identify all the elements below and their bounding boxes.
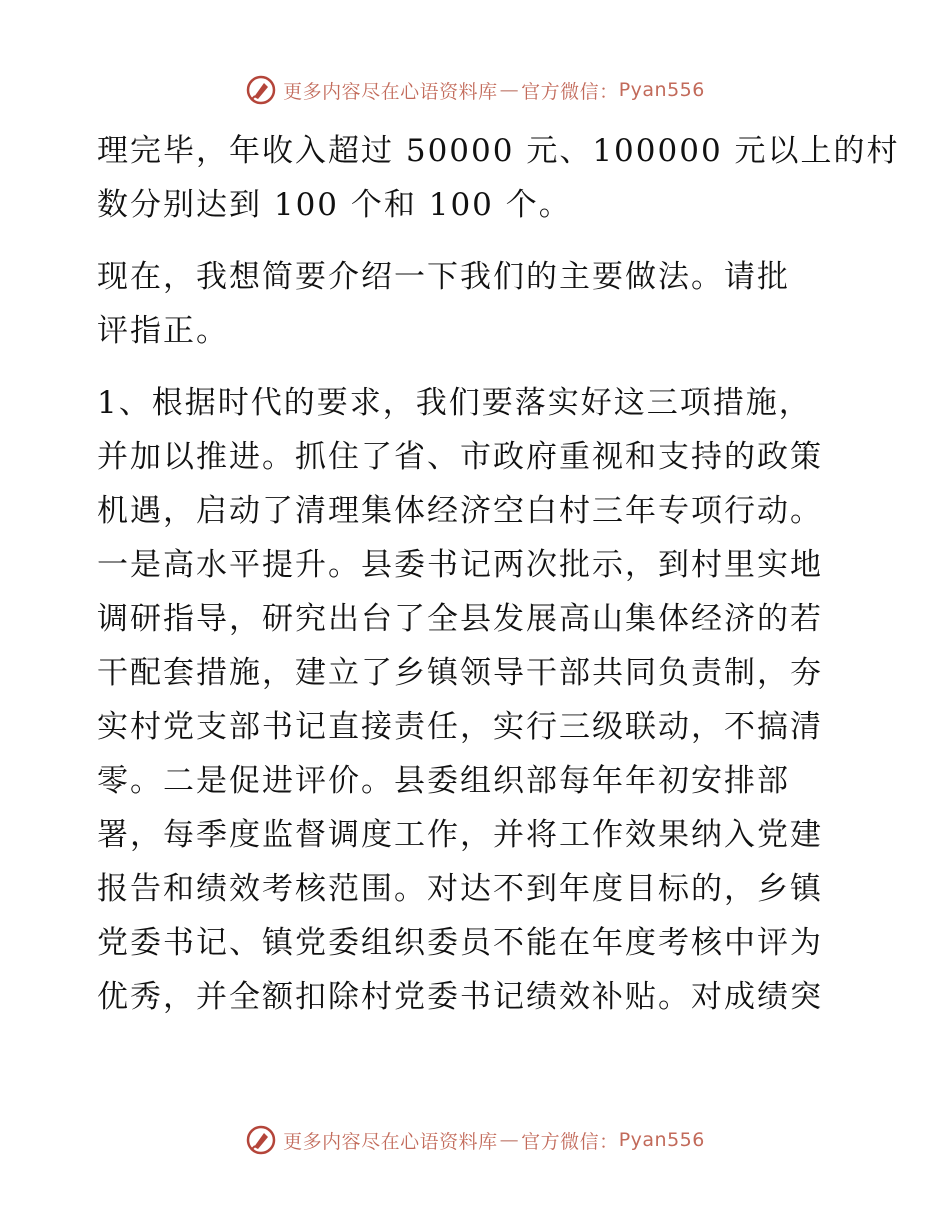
text-line: 1、根据时代的要求，我们要落实好这三项措施， bbox=[97, 385, 812, 421]
text-line: 并加以推进。抓住了省、市政府重视和支持的政策 bbox=[97, 439, 823, 475]
text-line: 一是高水平提升。县委书记两次批示，到村里实地 bbox=[97, 547, 823, 583]
watermark-wechat-id: Pyan556 bbox=[618, 1129, 705, 1151]
text-line: 报告和绩效考核范围。对达不到年度目标的，乡镇 bbox=[97, 871, 823, 907]
text-line: 机遇，启动了清理集体经济空白村三年专项行动。 bbox=[97, 493, 823, 529]
text-line: 党委书记、镇党委组织委员不能在年度考核中评为 bbox=[97, 925, 823, 961]
watermark-separator: — bbox=[499, 79, 520, 101]
text-line: 优秀，并全额扣除村党委书记绩效补贴。对成绩突 bbox=[97, 979, 823, 1015]
watermark-wechat-label: 官方微信： bbox=[521, 1130, 619, 1153]
text-line: 理完毕，年收入超过 50000 元、100000 元以上的村 bbox=[97, 133, 900, 169]
watermark-text: 更多内容尽在心语资料库 bbox=[283, 1130, 498, 1153]
paragraph bbox=[97, 124, 900, 232]
header-watermark bbox=[0, 70, 950, 110]
text-line: 实村党支部书记直接责任，实行三级联动，不搞清 bbox=[97, 709, 823, 745]
paragraph bbox=[97, 250, 857, 358]
footer-watermark bbox=[0, 1120, 950, 1160]
document-body bbox=[97, 124, 900, 1024]
pen-nib-icon bbox=[245, 1124, 277, 1156]
text-line: 现在，我想简要介绍一下我们的主要做法。请批 bbox=[97, 259, 790, 295]
text-line: 干配套措施，建立了乡镇领导干部共同负责制，夯 bbox=[97, 655, 823, 691]
text-line: 零。二是促进评价。县委组织部每年年初安排部 bbox=[97, 763, 790, 799]
watermark-wechat-id: Pyan556 bbox=[618, 79, 705, 101]
text-line: 数分别达到 100 个和 100 个。 bbox=[97, 187, 572, 223]
watermark-separator: — bbox=[499, 1129, 520, 1151]
text-line: 调研指导，研究出台了全县发展高山集体经济的若 bbox=[97, 601, 823, 637]
text-line: 评指正。 bbox=[97, 313, 229, 349]
watermark-text: 更多内容尽在心语资料库 bbox=[283, 80, 498, 103]
pen-nib-icon bbox=[245, 74, 277, 106]
watermark-wechat-label: 官方微信： bbox=[521, 80, 619, 103]
text-line: 署，每季度监督调度工作，并将工作效果纳入党建 bbox=[97, 817, 823, 853]
paragraph bbox=[97, 376, 857, 1024]
